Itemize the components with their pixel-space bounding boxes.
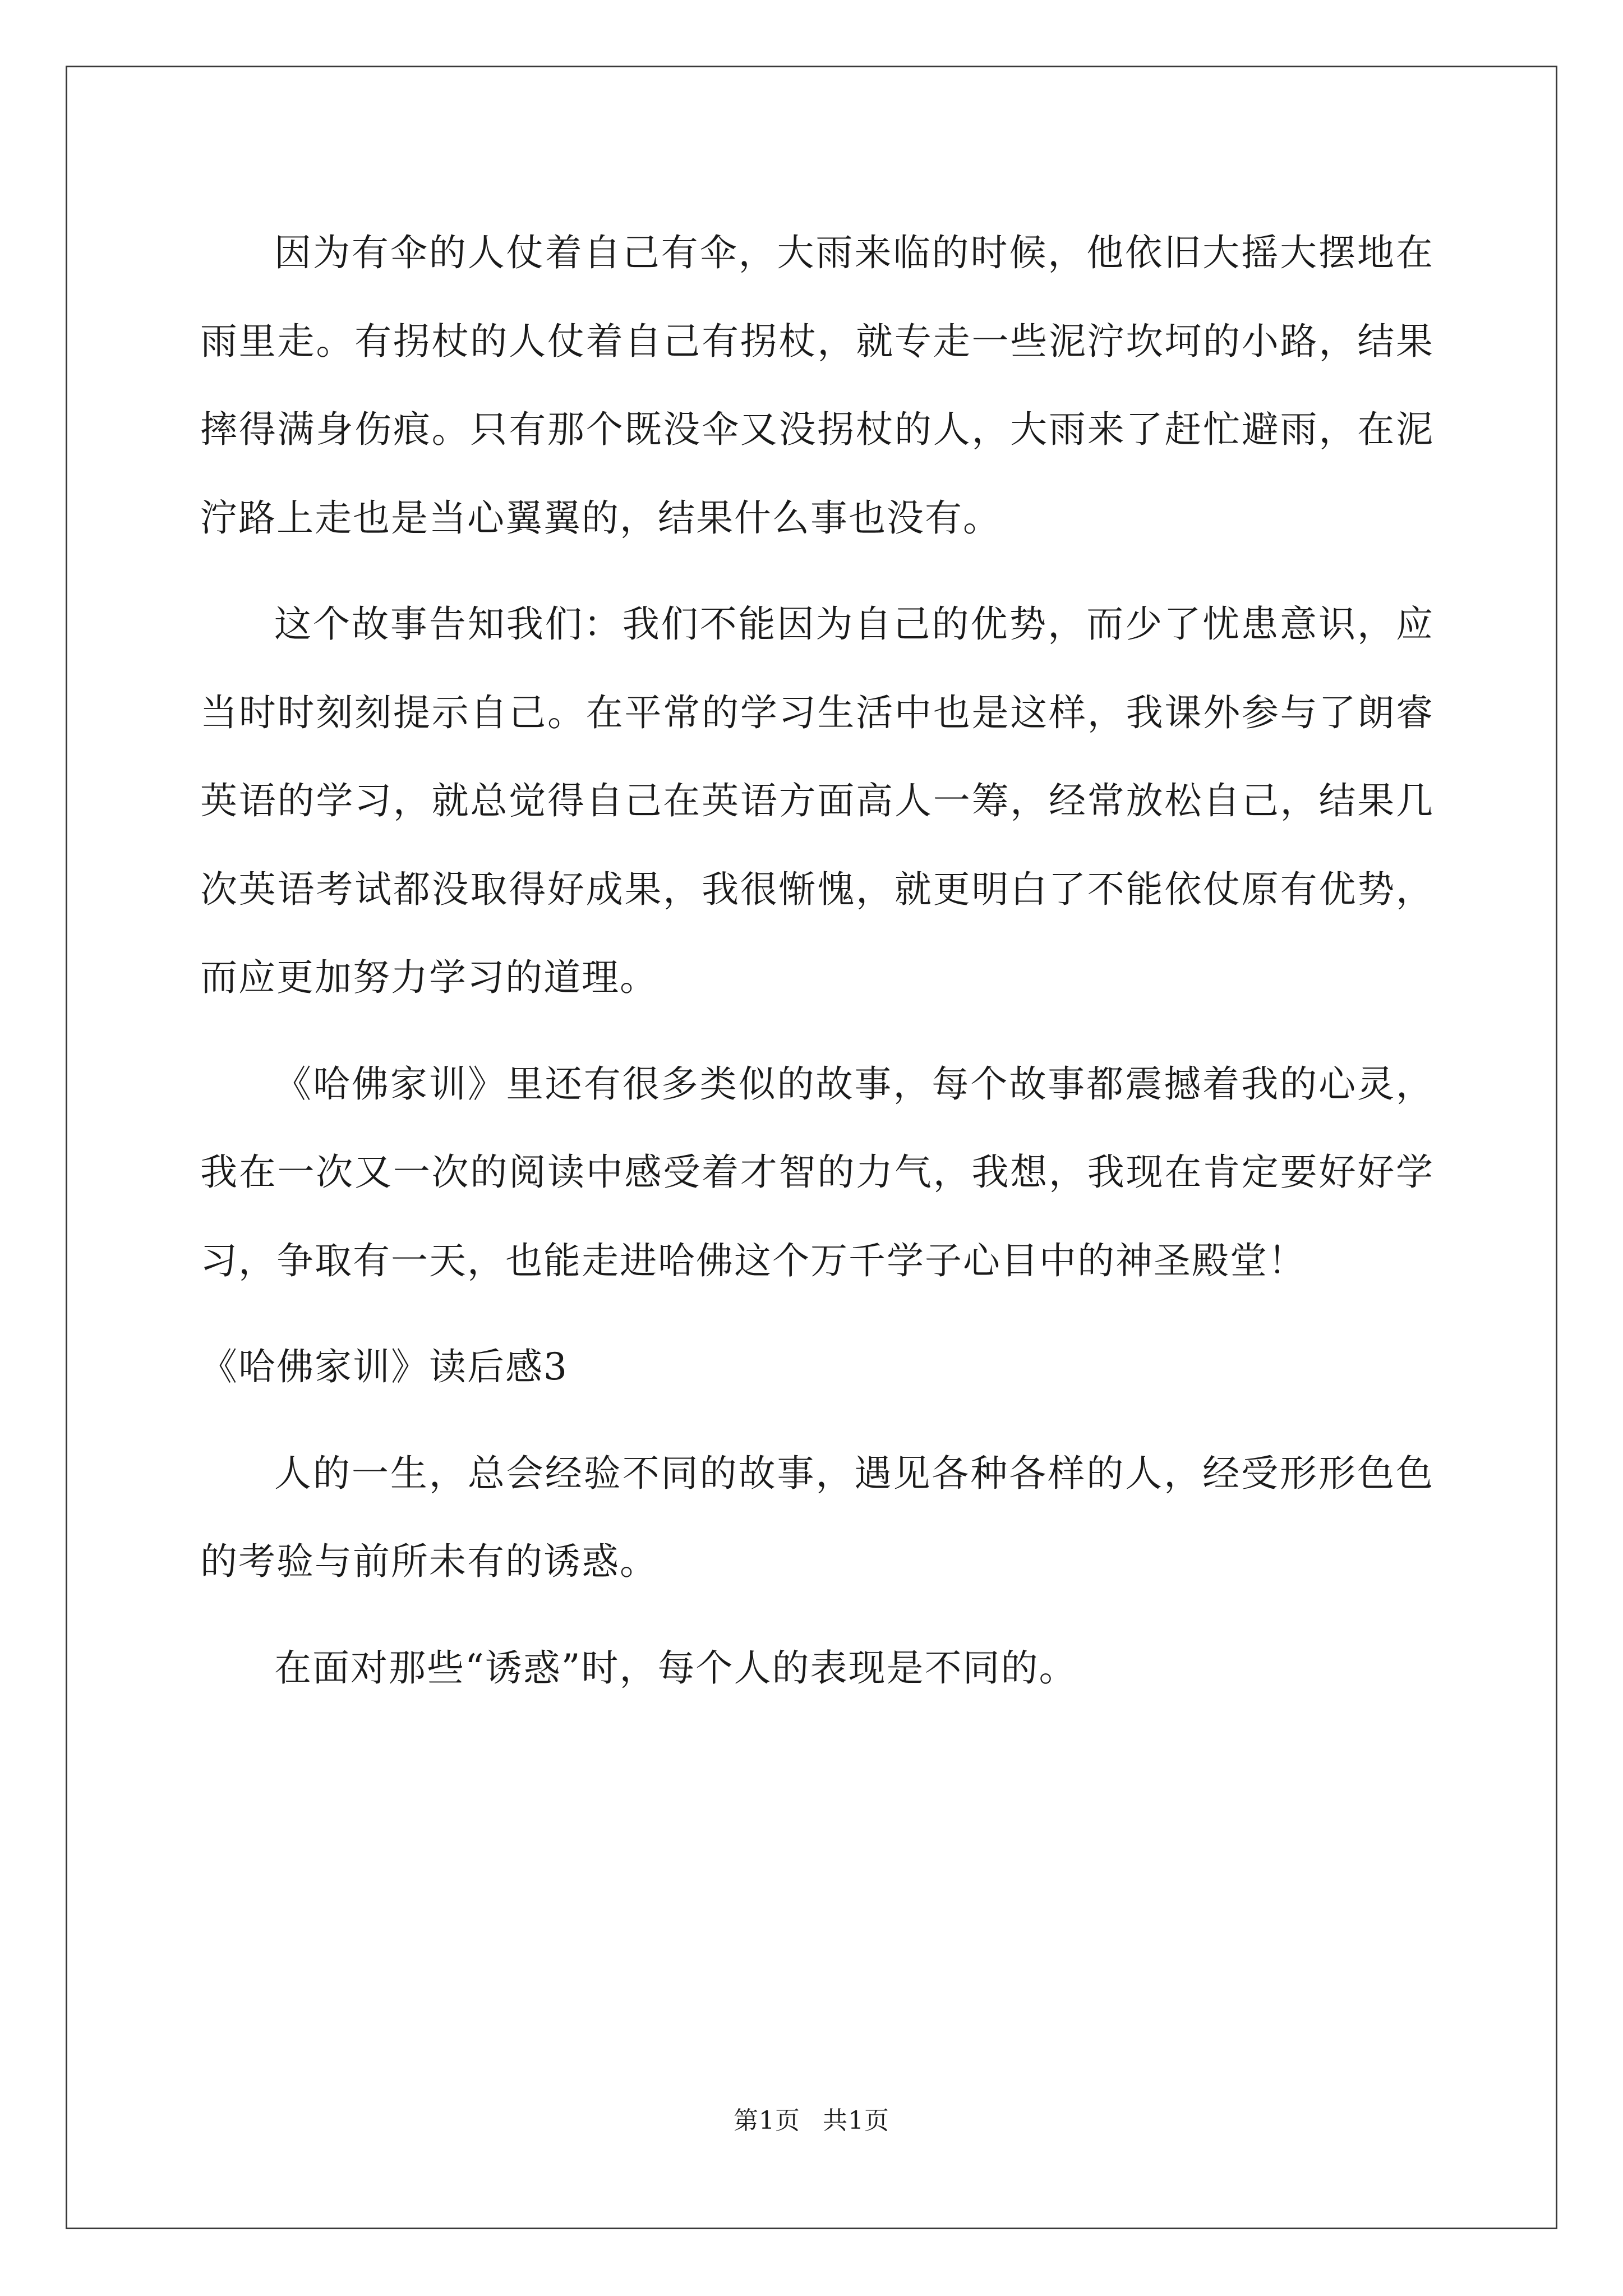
paragraph: 因为有伞的人仗着自己有伞，大雨来临的时候，他依旧大摇大摆地在雨里走。有拐杖的人仗着自己有拐杖，就专走一些泥泞坎坷的小路，结果摔得满身伤痕。只有那个既没伞又没拐杖的人，大雨来了赶忙避雨，在泥泞路上走也是当心翼翼的，结果什么事也没有。 — [200, 231, 1434, 540]
paragraph: 《哈佛家训》里还有很多类似的故事，每个故事都震撼着我的心灵，我在一次又一次的阅读中感受着才智的力气，我想，我现在肯定要好好学习，争取有一天，也能走进哈佛这个万千学子心目中的神圣殿堂！ — [200, 1062, 1434, 1282]
paragraph: 在面对那些“诱惑”时，每个人的表现是不同的。 — [274, 1646, 1077, 1690]
page-footer — [0, 2100, 1623, 2136]
page-total: 共1页 — [823, 2106, 889, 2135]
section-heading: 《哈佛家训》读后感3 — [200, 1345, 568, 1388]
paragraph: 人的一生，总会经验不同的故事，遇见各种各样的人，经受形形色色的考验与前所未有的诱惑。 — [200, 1451, 1434, 1583]
paragraph: 这个故事告知我们：我们不能因为自己的优势，而少了忧患意识，应当时时刻刻提示自己。在平常的学习生活中也是这样，我课外参与了朗睿英语的学习，就总觉得自己在英语方面高人一筹，经常放松自己，结果几次英语考试都没取得好成果，我很惭愧，就更明白了不能依仗原有优势，而应更加努力学习的道理。 — [200, 602, 1434, 999]
page-number: 第1页 — [734, 2106, 800, 2135]
document-body — [200, 209, 1434, 1730]
